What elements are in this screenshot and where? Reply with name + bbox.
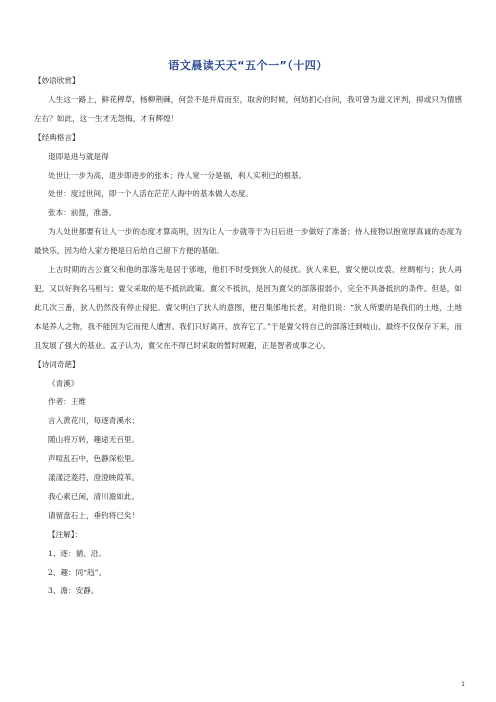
geyan-line: 处世让一步为高，退步即进步的张本；待人宽一分是福，利人实利已的根基。	[48, 170, 307, 180]
miaoyu-paragraph: 人生这一路上，鲜花稗草，杨柳荆棘，何尝不是并肩而至，取舍的时候，何妨扪心自问，我可曾为道义评判，抑或只为情感左右？如此，这一生才无怨悔，才有辉煌！	[34, 94, 462, 123]
poem-title: 《青溪》	[48, 378, 79, 388]
section-heading-miaoyu: 【妙语欣赏】	[34, 76, 80, 85]
page-number: 1	[461, 681, 465, 688]
note-item: 3、澹：安静。	[48, 586, 99, 596]
geyan-paragraph: 为人处世都要有让人一步的态度才算高明，因为让人一步就等于为日后进一步做好了准备；待人接物以抱宽厚真诚的态度为最快乐，因为给人家方便是日后给自己留下方便的基础。	[34, 227, 462, 256]
page-title: 语文晨读天天“五个一”（十四）	[168, 59, 328, 72]
geyan-line: 退即是进与就是得	[48, 151, 109, 161]
poem-verse: 随山将万转，趣途无百里。	[48, 435, 140, 445]
poem-verse: 言入黄花川，每逐青溪水；	[48, 416, 140, 426]
note-item: 2、趣：同“趋”。	[48, 567, 107, 577]
note-item: 1、逐：循、沿。	[48, 548, 106, 558]
poem-verse: 漾漾泛菱荇，澄澄映葭苇。	[48, 473, 140, 483]
section-heading-shici: 【诗词奇葩】	[34, 359, 80, 369]
document-body	[34, 72, 462, 601]
geyan-line: 张本：前提，准备。	[48, 208, 117, 218]
poem-verse: 我心素已闲，清川澹如此。	[48, 491, 140, 501]
poem-verse: 请留盘石上，垂钓将已矣！	[48, 510, 140, 520]
notes-heading: 【注解】：	[48, 529, 83, 539]
geyan-line: 处世：度过世间，即一个人活在茫茫人海中的基本做人态度。	[48, 189, 254, 199]
section-heading-geyan: 【经典格言】	[34, 132, 80, 142]
poem-verse: 声喧乱石中，色静深松里。	[48, 454, 140, 464]
poem-author: 作者：王维	[48, 397, 86, 407]
geyan-paragraph: 上古时期的古公亶父和他的部落先是居于邠地，他们不时受到狄人的侵扰。狄人来犯，亶父便以皮裘、丝绸相与；狄人再犯，又以好狗名马相与；亶父采取的是不抵抗政策。亶父不抵抗，是因为亶父的部落很弱小，完全不具备抵抗的条件。但是，如此几次三番，狄人仍然没有停止侵犯。亶父明白了狄人的意图，便召集邠地长老，对他们说：“狄人所要的是我们的土地，土地本是养人之物，我不能因为它而使人遭害。我们只好离开，放弃它了。”于是亶父将自己的部落迁到岐山，最终不仅保存下来，而且发展了强大的基业。孟子认为，亶父在不得已时采取的暂时规避，正是智者成事之心。	[34, 265, 462, 350]
